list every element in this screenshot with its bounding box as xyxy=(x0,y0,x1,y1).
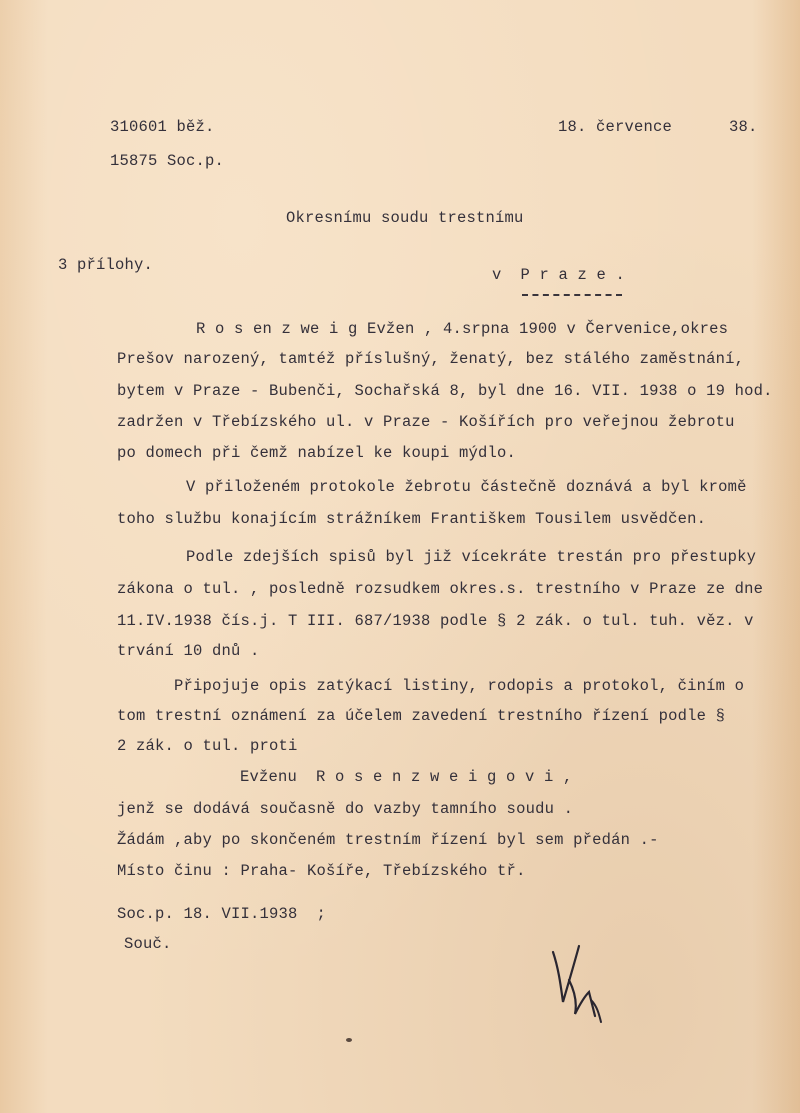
addressee-city: v P r a z e . xyxy=(492,266,626,284)
body-line: V přiloženém protokole žebrotu částečně doznává a byl kromě xyxy=(186,478,747,496)
department-reference: 15875 Soc.p. xyxy=(110,152,225,170)
body-line: 2 zák. o tul. proti xyxy=(117,737,298,755)
body-line: po domech při čemž nabízel ke koupi mýdlo. xyxy=(117,444,517,462)
body-line: zadržen v Třebízského ul. v Praze - Košířích pro veřejnou žebrotu xyxy=(117,413,735,431)
body-line: toho službu konajícím strážníkem Františkem Tousilem usvědčen. xyxy=(117,510,707,528)
footer-initial: Souč. xyxy=(124,935,172,953)
body-line: R o s en z we i g Evžen , 4.srpna 1900 v Červenice,okres xyxy=(196,320,729,338)
defendant-name: Evženu R o s e n z w e i g o v i , xyxy=(240,768,573,786)
attachments-note: 3 přílohy. xyxy=(58,256,154,274)
body-line: Podle zdejších spisů byl již vícekráte trestán pro přestupky xyxy=(186,548,757,566)
body-line: zákona o tul. , posledně rozsudkem okres.s. trestního v Praze ze dne xyxy=(117,580,764,598)
body-line: Připojuje opis zatýkací listiny, rodopis a protokol, činím o xyxy=(174,677,745,695)
body-line: Místo činu : Praha- Košíře, Třebízského tř. xyxy=(117,862,526,880)
footer-date: Soc.p. 18. VII.1938 ; xyxy=(117,905,327,923)
body-line: tom trestní oznámení za účelem zavedení trestního řízení podle § xyxy=(117,707,726,725)
reference-number: 310601 běž. xyxy=(110,118,215,136)
body-line: Prešov narozený, tamtéž příslušný, ženatý, bez stálého zaměstnání, xyxy=(117,350,745,368)
handwritten-signature xyxy=(545,940,615,1030)
body-line: bytem v Praze - Bubenči, Sochařská 8, byl dne 16. VII. 1938 o 19 hod. xyxy=(117,382,773,400)
paper-mark xyxy=(346,1038,352,1042)
addressee-court: Okresnímu soudu trestnímu xyxy=(286,209,524,227)
body-line: Žádám ,aby po skončeném trestním řízení byl sem předán .- xyxy=(117,831,659,849)
underline-rule xyxy=(522,294,622,296)
body-line: trvání 10 dnů . xyxy=(117,642,260,660)
body-line: 11.IV.1938 čís.j. T III. 687/1938 podle § 2 zák. o tul. tuh. věz. v xyxy=(117,612,754,630)
document-date: 18. července 38. xyxy=(558,118,758,136)
body-line: jenž se dodává současně do vazby tamního soudu . xyxy=(117,800,574,818)
